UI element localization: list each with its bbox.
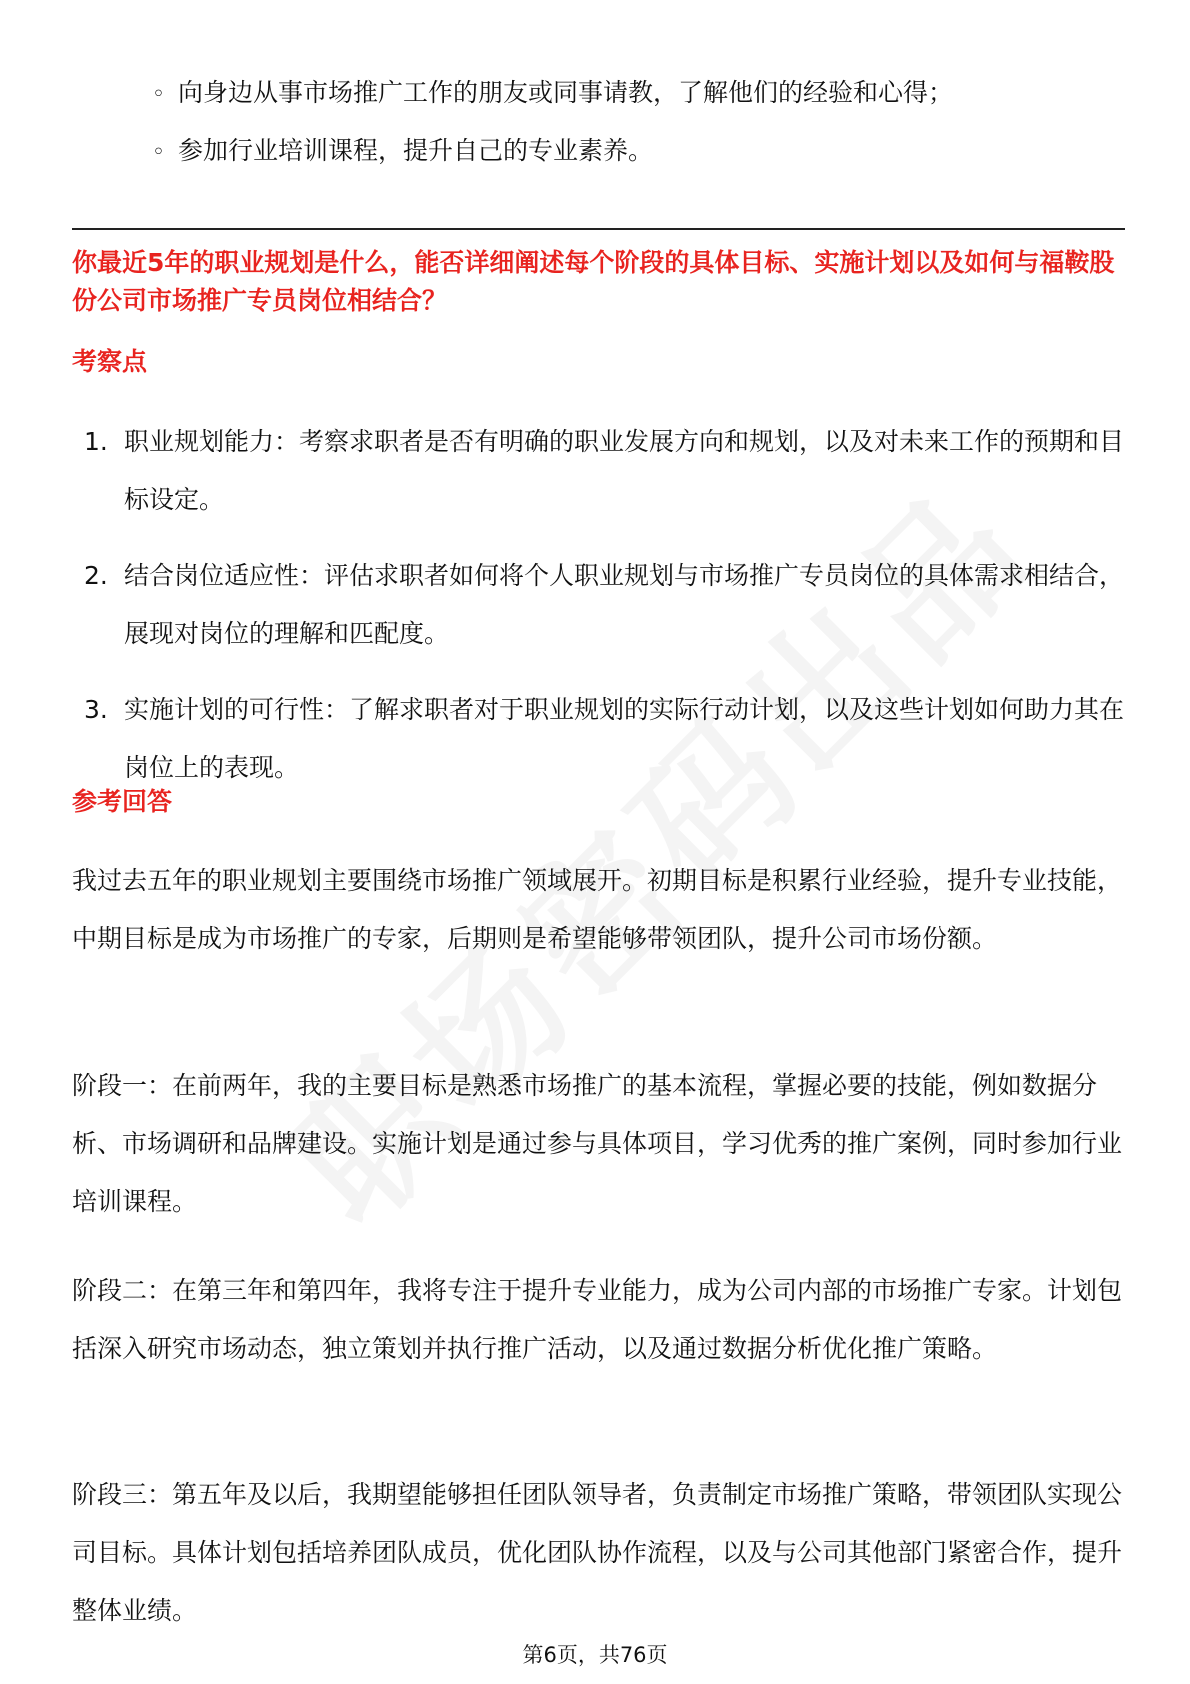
question-title: 你最近5年的职业规划是什么，能否详细阐述每个阶段的具体目标、实施计划以及如何与福鞍股份公司市场推广专员岗位相结合？ (72, 248, 1115, 315)
list-item (84, 681, 1125, 797)
examine-heading: 考察点 (72, 347, 148, 376)
list-item (84, 413, 1125, 529)
answer-paragraph: 阶段一：在前两年，我的主要目标是熟悉市场推广的基本流程，掌握必要的技能，例如数据分析、市场调研和品牌建设。实施计划是通过参与具体项目，学习优秀的推广案例，同时参加行业培训课程。 (72, 1071, 1123, 1216)
list-item-text: 职业规划能力：考察求职者是否有明确的职业发展方向和规划，以及对未来工作的预期和目标设定。 (124, 427, 1125, 514)
divider (72, 228, 1125, 230)
list-item-text: 结合岗位适应性：评估求职者如何将个人职业规划与市场推广专员岗位的具体需求相结合，展现对岗位的理解和匹配度。 (124, 561, 1125, 648)
examine-points-list (84, 413, 1125, 815)
list-item (152, 64, 1112, 122)
bullet-list (152, 64, 1112, 180)
list-number: 2. (84, 561, 108, 590)
bullet-circle-icon: ◦ (152, 82, 165, 107)
page-footer: 第6页，共76页 (522, 1643, 668, 1667)
list-number: 1. (84, 427, 108, 456)
list-item-text: 向身边从事市场推广工作的朋友或同事请教，了解他们的经验和心得； (178, 78, 954, 107)
list-item-text: 参加行业培训课程，提升自己的专业素养。 (178, 136, 654, 165)
list-item (152, 122, 1112, 180)
answer-paragraph: 阶段三：第五年及以后，我期望能够担任团队领导者，负责制定市场推广策略，带领团队实现公司目标。具体计划包括培养团队成员，优化团队协作流程，以及与公司其他部门紧密合作，提升整体业绩。 (72, 1480, 1123, 1625)
answer-paragraph: 阶段二：在第三年和第四年，我将专注于提升专业能力，成为公司内部的市场推广专家。计划包括深入研究市场动态，独立策划并执行推广活动，以及通过数据分析优化推广策略。 (72, 1276, 1123, 1363)
list-item (84, 547, 1125, 663)
answer-paragraph: 我过去五年的职业规划主要围绕市场推广领域展开。初期目标是积累行业经验，提升专业技能，中期目标是成为市场推广的专家，后期则是希望能够带领团队，提升公司市场份额。 (72, 866, 1123, 953)
list-number: 3. (84, 695, 108, 724)
list-item-text: 实施计划的可行性：了解求职者对于职业规划的实际行动计划，以及这些计划如何助力其在岗位上的表现。 (124, 695, 1125, 782)
bullet-circle-icon: ◦ (152, 140, 165, 165)
answer-heading: 参考回答 (72, 787, 173, 816)
